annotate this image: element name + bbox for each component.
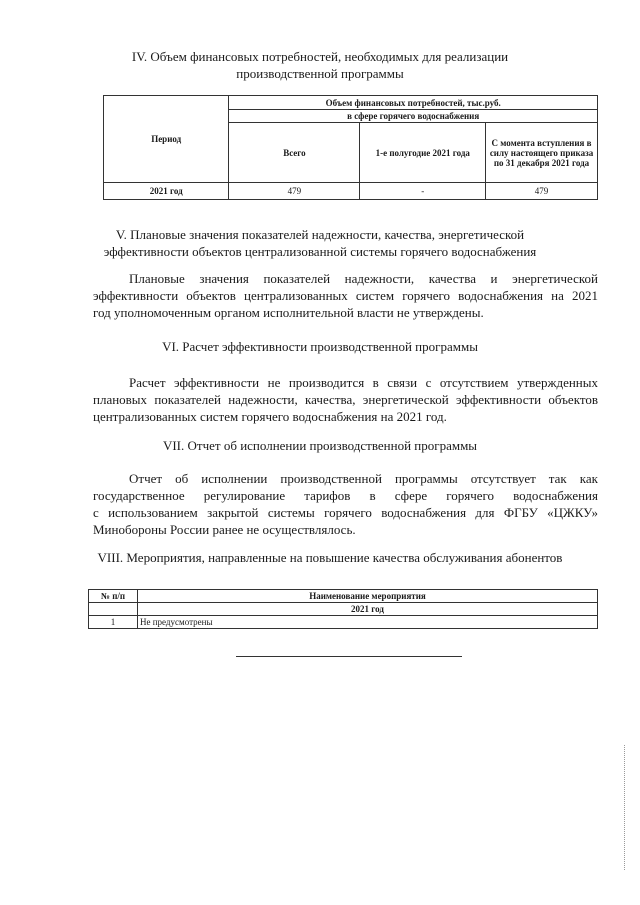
section5-heading-line2: эффективности объектов централизованной системы горячего водоснабжения	[103, 244, 537, 259]
period-header: Период	[104, 96, 229, 183]
half-year-header: 1-е полугодие 2021 года	[360, 123, 486, 183]
number-header: № п/п	[89, 590, 138, 603]
section4-heading-line1: IV. Объем финансовых потребностей, необходимых для реализации	[131, 49, 509, 64]
total-header: Всего	[229, 123, 360, 183]
paragraph-line: с использованием закрытой системы горячего водоснабжения для ФГБУ «ЦЖКУ»	[93, 505, 598, 520]
financial-top-header: Объем финансовых потребностей, тыс.руб.	[229, 96, 598, 110]
row-from: 479	[486, 183, 598, 200]
table-row	[104, 183, 598, 200]
measures-table	[88, 589, 598, 629]
section4-heading-line2: производственной программы	[236, 66, 404, 81]
financial-sub-header: в сфере горячего водоснабжения	[229, 110, 598, 123]
year-row-empty-cell	[89, 603, 138, 616]
row-half: -	[360, 183, 486, 200]
section7-heading: VII. Отчет об исполнении производственной программы	[162, 438, 478, 453]
year-row: 2021 год	[138, 603, 598, 616]
paragraph-line: Плановые значения показателей надежности, качества и энергетической	[129, 271, 598, 286]
paragraph-line: Отчет об исполнении производственной программы отсутствует так как	[129, 471, 598, 486]
section5-heading-line1: V. Плановые значения показателей надежности, качества, энергетической	[115, 227, 525, 242]
section6-heading: VI. Расчет эффективности производственной программы	[162, 339, 478, 354]
section5-paragraph	[93, 270, 598, 321]
section4-heading	[60, 48, 580, 82]
row-name: Не предусмотрены	[138, 616, 598, 629]
section5-heading	[60, 226, 580, 260]
row-period: 2021 год	[104, 183, 229, 200]
section8-heading: VIII. Мероприятия, направленные на повышение качества обслуживания абонентов	[97, 550, 563, 565]
margin-scan-marks	[624, 745, 631, 870]
paragraph-line: Минобороны России ранее не осуществлялось.	[93, 522, 356, 537]
from-order-header: С момента вступления в силу настоящего приказа по 31 декабря 2021 года	[486, 123, 598, 183]
financial-needs-table	[103, 95, 598, 200]
row-total: 479	[229, 183, 360, 200]
paragraph-line: эффективности объектов централизованных систем горячего водоснабжения на 2021	[93, 288, 598, 303]
paragraph-line: плановых показателей надежности, качества, энергетической эффективности объектов	[93, 392, 598, 407]
paragraph-line: централизованных систем горячего водоснабжения на 2021 год.	[93, 409, 447, 424]
measure-name-header: Наименование мероприятия	[138, 590, 598, 603]
section7-paragraph	[93, 470, 598, 538]
paragraph-line: государственное регулирование тарифов в сфере горячего водоснабжения	[93, 488, 598, 503]
section6-paragraph	[93, 374, 598, 425]
end-divider-line	[236, 656, 462, 657]
paragraph-line: год уполномоченным органом исполнительной власти не утверждены.	[93, 305, 484, 320]
paragraph-line: Расчет эффективности не производится в связи с отсутствием утвержденных	[129, 375, 598, 390]
row-number: 1	[89, 616, 138, 629]
table-row	[89, 616, 598, 629]
